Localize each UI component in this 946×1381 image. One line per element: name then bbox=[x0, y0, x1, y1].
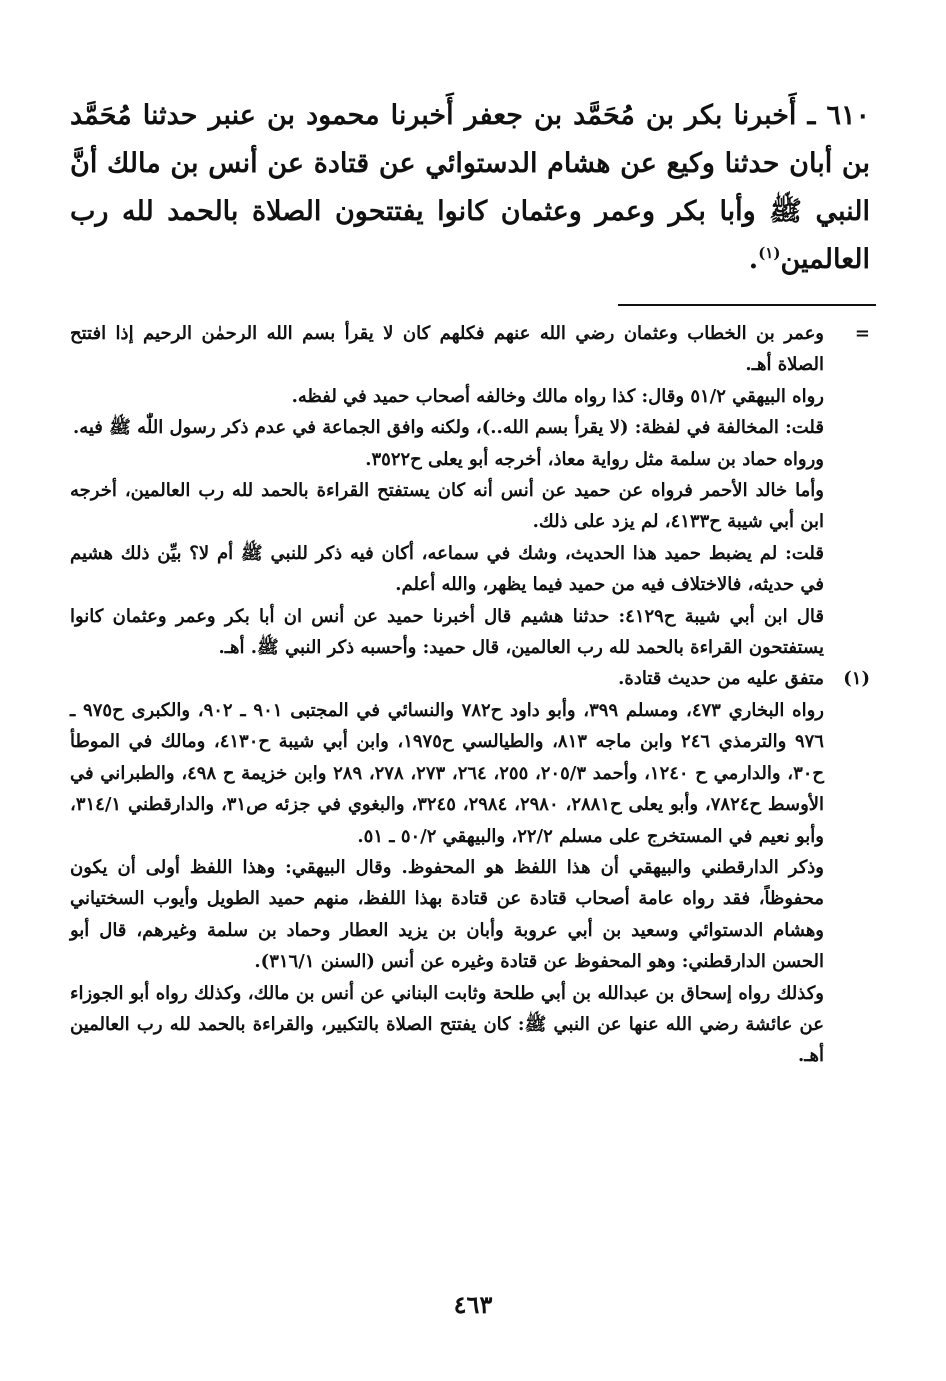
footnote-paragraph: قلت: لم يضبط حميد هذا الحديث، وشك في سماعه، أكان فيه ذكر للنبي ﷺ أم لا؟ بيِّن ذلك هشيم في حديثه، فالاختلاف فيه من حميد فيما يظهر، والله أعلم. bbox=[70, 542, 824, 596]
footnote-paragraph: متفق عليه من حديث قتادة. bbox=[618, 668, 824, 690]
continuation-marker: = bbox=[854, 323, 870, 344]
footnote-1-marker: (١) bbox=[843, 668, 870, 690]
footnote-reference: (١) bbox=[758, 244, 781, 262]
footnote-paragraph: رواه البخاري ٤٧٣، ومسلم ٣٩٩، وأبو داود ح٧٨٢ والنسائي في المجتبى ٩٠١ ـ ٩٠٢، والكبرى ح٩٧٥ ـ ٩٧٦ والترمذي ٢٤٦ وابن ماجه ٨١٣، والطيالسي ح١٩٧٥، وابن أبي شيبة ح٤١٣٠، ومالك في الموطأ ح٣٠، والدارمي ح ١٢٤٠، وأحمد ٢٠٥/٣، ٢٥٥، ٢٦٤، ٢٧٣، ٢٧٨، ٢٨٩ وابن خزيمة ح ٤٩٨، والطبراني في الأوسط ح٧٨٢٤، وأبو يعلى ح٢٨٨١، ٢٩٨٠، ٢٩٨٤، ٣٢٤٥، والبغوي في جزئه ص٣١، والدارقطني ٣١٤/١، وأبو نعيم في المستخرج على مسلم ٢٢/٢، والبيهقي ٥٠/٢ ـ ٥١. bbox=[70, 699, 825, 847]
footnote-paragraph: وكذلك رواه إسحاق بن عبدالله بن أبي طلحة وثابت البناني عن أنس بن مالك، وكذلك رواه أبو الجوزاء عن عائشة رضي الله عنها عن النبي ﷺ: كان يفتتح الصلاة بالتكبير، والقراءة بالحمد لله رب العالمين أهـ. bbox=[70, 982, 824, 1067]
footnote-paragraph: قلت: المخالفة في لفظة: (لا يقرأ بسم الله..)، ولكنه وافق الجماعة في عدم ذكر رسول اللّٰه ﷺ فيه. bbox=[72, 417, 824, 439]
page-number: ٤٦٣ bbox=[453, 1290, 493, 1319]
footnote-1-body bbox=[70, 663, 824, 1071]
hadith-end: . bbox=[748, 244, 759, 275]
footnote-divider bbox=[618, 304, 876, 306]
footnote-paragraph: وذكر الدارقطني والبيهقي أن هذا اللفظ هو المحفوظ. وقال البيهقي: وهذا اللفظ أولى أن يكون محفوظاً، فقد رواه عامة أصحاب قتادة عن قتادة بهذا اللفظ، منهم حميد الطويل وأيوب السختياني وهشام الدستوائي وسعيد بن أبي عروبة وأبان بن يزيد العطار وحماد بن سلمة وغيرهم، قال أبو الحسن الدارقطني: وهو المحفوظ عن قتادة وغيره عن أنس (السنن ٣١٦/١). bbox=[70, 856, 824, 973]
footnote-paragraph: قال ابن أبي شيبة ح٤١٢٩: حدثنا هشيم قال أخبرنا حميد عن أنس ان أبا بكر وعمر وعثمان كانوا يستفتحون القراءة بالحمد لله رب العالمين، قال حميد: وأحسبه ذكر النبي ﷺ. أهـ. bbox=[70, 605, 824, 659]
footnotes-section bbox=[70, 318, 870, 1072]
footnote-continuation bbox=[70, 318, 870, 663]
hadith-number: ٦١٠ ـ bbox=[807, 100, 870, 131]
footnote-1 bbox=[70, 663, 870, 1071]
footnote-paragraph: رواه البيهقي ٥١/٢ وقال: كذا رواه مالك وخالفه أصحاب حميد في لفظه. bbox=[291, 385, 824, 407]
footnote-paragraph: ورواه حماد بن سلمة مثل رواية معاذ، أخرجه أبو يعلى ح٣٥٢٢. bbox=[365, 448, 824, 470]
hadith-body: أَخبرنا بكر بن مُحَمَّد بن جعفر أَخبرنا محمود بن عنبر حدثنا مُحَمَّد بن أبان حدثنا وكيع عن هشام الدستوائي عن قتادة عن أنس بن مالك أنَّ النبي ﷺ وأبا بكر وعمر وعثمان كانوا يفتتحون الصلاة بالحمد لله رب العالمين bbox=[70, 100, 870, 275]
continuation-body bbox=[70, 318, 824, 663]
footnote-paragraph: وأما خالد الأحمر فرواه عن حميد عن أنس أنه كان يستفتح القراءة بالحمد لله رب العالمين، أخرجه ابن أبي شيبة ح٤١٣٣، لم يزد على ذلك. bbox=[70, 480, 824, 533]
hadith-main-text bbox=[70, 92, 870, 284]
footnote-paragraph: وعمر بن الخطاب وعثمان رضي الله عنهم فكلهم كان لا يقرأ بسم الله الرحمٰن الرحيم إذا افتتح الصلاة أهـ. bbox=[70, 323, 824, 376]
